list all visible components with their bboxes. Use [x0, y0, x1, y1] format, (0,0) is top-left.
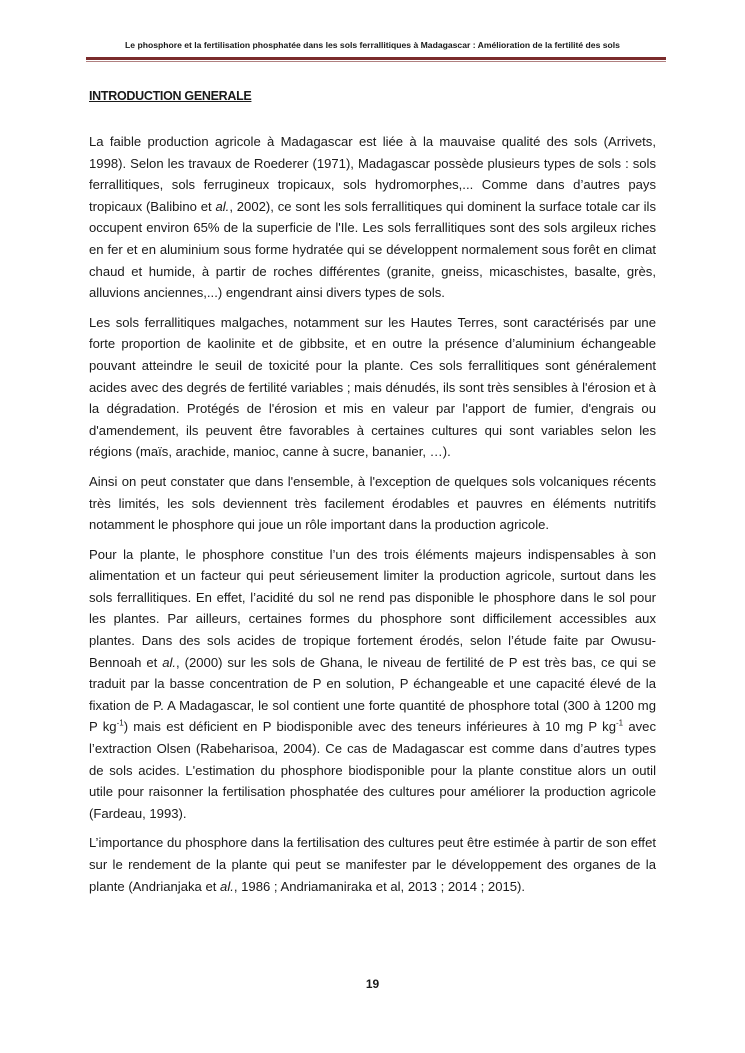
text-segment: ) mais est déficient en P biodisponible avec des teneurs inférieures à 10 mg P kg	[123, 719, 616, 735]
paragraph	[89, 832, 656, 897]
paragraph	[89, 544, 656, 825]
text-segment: Ainsi on peut constater que dans l'ensemble, à l'exception de quelques sols volcaniques récents très limités, les sols deviennent très facilement érodables et pauvres en éléments nutritifs notamment le phosphore qui joue un rôle important dans la production agricole.	[89, 473, 656, 533]
text-segment: La faible production agricole à Madagascar est liée à la mauvaise qualité des sols (Arrivets, 1998). Selon les travaux de Roederer (1971), Madagascar possède plusieurs types de sols : sols ferrallitiques, sols ferrugineux tropicaux, sols hydromorphes,... Comme dans d’autres pays tropicaux (Balibino et	[89, 134, 656, 214]
italic-text: al.	[220, 878, 234, 894]
body-text	[89, 131, 656, 905]
header-rule	[86, 57, 666, 60]
header-rule-thin	[86, 61, 666, 62]
text-segment: avec l’extraction Olsen (Rabeharisoa, 2004). Ce cas de Madagascar est comme dans d’autres types de sols acides. L'estimation du phosphore biodisponible pour la plante constitue alors un outil utile pour raisonner la fertilisation phosphatée des cultures pour améliorer la production agricole (Fardeau, 1993).	[89, 719, 657, 821]
text-segment: , (2000) sur les sols de Ghana, le niveau de fertilité de P est très bas, ce qui se traduit par la basse concentration de P en solution, P échangeable et une capacité élevé de la fixation de P. A Madagascar, le sol contient une forte quantité de phosphore total (300 à 1200 mg P kg	[89, 654, 657, 735]
text-segment: , 1986 ; Andriamaniraka et al, 2013 ; 2014 ; 2015).	[233, 878, 526, 894]
text-segment: L’importance du phosphore dans la fertilisation des cultures peut être estimée à partir de son effet sur le rendement de la plante qui peut se manifester par le développement des organes de la plante (Andrianjaka et	[89, 835, 656, 894]
superscript: -1	[615, 719, 624, 729]
text-segment: Les sols ferrallitiques malgaches, notamment sur les Hautes Terres, sont caractérisés par une forte proportion de kaolinite et de gibbsite, et en outre la présence d’aluminium échangeable pouvant atteindre le seuil de toxicité pour la plante. Ces sols ferrallitiques sont généralement acides avec des degrés de fertilité variables ; mais dénudés, ils sont très sensibles à l'érosion et à la dégradation. Protégés de l'érosion et mis en valeur par l'apport de fumier, d'engrais ou d'amendement, ils peuvent être favorables à certaines cultures qui sont variables selon les régions (maïs, arachide, manioc, canne à sucre, bananier, …).	[89, 314, 656, 460]
text-segment: , 2002), ce sont les sols ferrallitiques qui dominent la surface totale car ils occupent environ 65% de la superficie de l'Ile. Les sols ferrallitiques sont des sols argileux riches en fer et en aluminium sous forme hydratée qui se développent normalement sous forêt en climat chaud et humide, à partir de roches différentes (granite, gneiss, micaschistes, basalte, grès, alluvions anciennes,...) engendrant ainsi divers types de sols.	[89, 198, 656, 301]
paragraph	[89, 471, 656, 536]
paragraph	[89, 312, 656, 463]
italic-text: al.	[215, 198, 230, 214]
superscript: -1	[116, 719, 124, 729]
running-header: Le phosphore et la fertilisation phosphatée dans les sols ferrallitiques à Madagascar : Amélioration de la fertilité des sols	[125, 40, 620, 50]
paragraph	[89, 131, 656, 304]
page-number: 19	[365, 977, 380, 991]
section-title: INTRODUCTION GENERALE	[89, 89, 252, 103]
italic-text: al.	[162, 654, 177, 670]
text-segment: Pour la plante, le phosphore constitue l’un des trois éléments majeurs indispensables à son alimentation et un facteur qui peut sérieusement limiter la production agricole, surtout dans les sols ferrallitiques. En effet, l’acidité du sol ne rend pas disponible le phosphore dans le sol pour les plantes. Par ailleurs, certaines formes du phosphore sont difficilement accessibles aux plantes. Dans des sols acides de tropique fortement érodés, selon l’étude faite par Owusu-Bennoah et	[89, 546, 656, 670]
